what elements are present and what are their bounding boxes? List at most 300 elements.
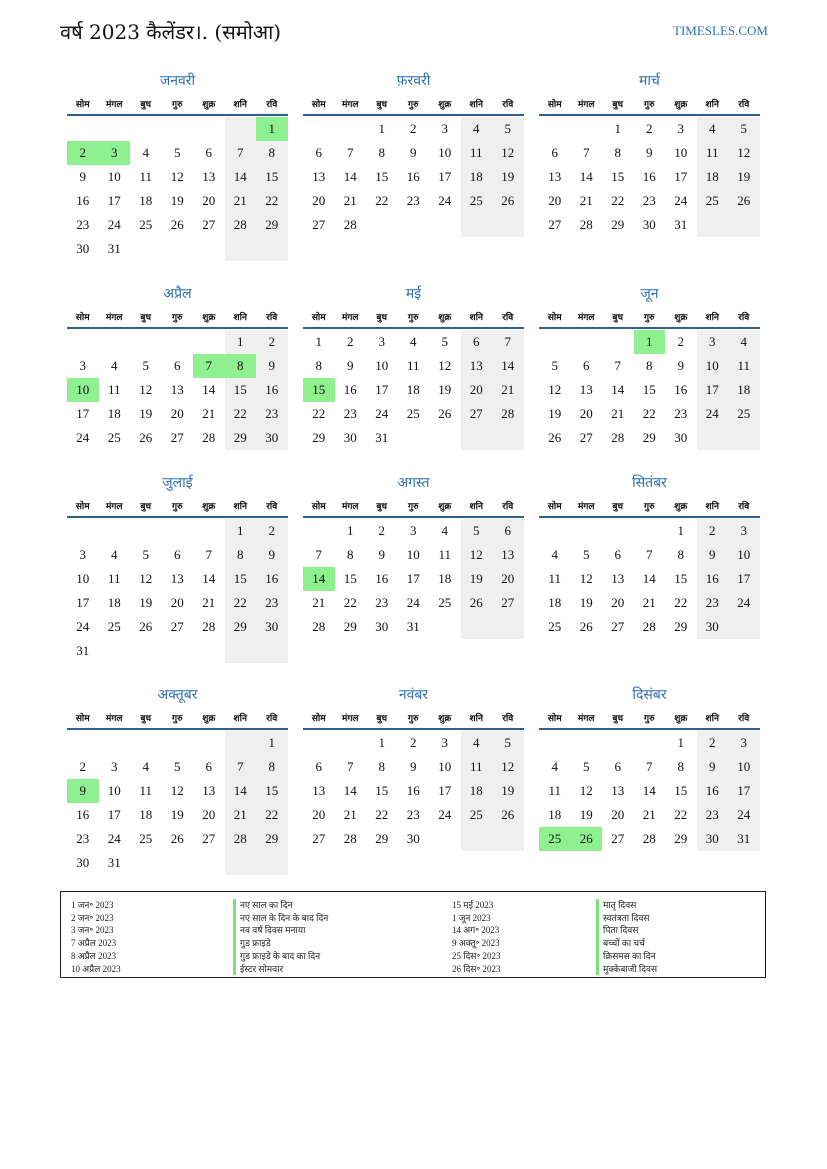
day-cell: 15	[343, 571, 357, 586]
day-cell: 11	[406, 358, 420, 373]
day-cell: 10	[438, 145, 452, 160]
empty-cell	[99, 117, 131, 141]
empty-cell	[571, 731, 603, 755]
day-cell: 9	[677, 358, 684, 373]
day-cell: 17	[76, 406, 90, 421]
day-grid	[67, 519, 288, 663]
weekday-label: बुध	[612, 312, 624, 323]
weekday-label: बुध	[612, 501, 624, 512]
day-cell: 14	[642, 571, 656, 586]
day-cell: 2	[697, 731, 729, 755]
day-cell: 25	[406, 406, 420, 421]
day-cell: 27	[202, 217, 216, 232]
month-name: जनवरी	[159, 73, 196, 89]
month-block	[303, 472, 524, 639]
empty-cell	[697, 213, 729, 237]
day-grid	[539, 731, 760, 851]
weekday-label: शनि	[705, 501, 719, 512]
legend-holiday-name: नए साल का दिन	[233, 899, 328, 912]
day-cell: 8	[677, 759, 684, 774]
day-cell: 17	[438, 169, 452, 184]
weekday-label: गुरु	[644, 713, 655, 724]
day-cell: 26	[492, 803, 524, 827]
weekday-label: शनि	[705, 99, 719, 110]
day-cell: 17	[697, 378, 729, 402]
day-cell: 29	[256, 827, 288, 851]
day-cell: 3	[441, 735, 448, 750]
day-cell: 3	[378, 334, 385, 349]
day-cell: 29	[642, 430, 656, 445]
empty-cell	[162, 237, 194, 261]
day-cell: 4	[728, 330, 760, 354]
day-cell: 23	[697, 591, 729, 615]
day-cell: 5	[441, 334, 448, 349]
day-cell: 31	[728, 827, 760, 851]
day-cell: 19	[461, 567, 493, 591]
month-block	[303, 283, 524, 450]
day-cell: 24	[674, 193, 688, 208]
day-cell: 25	[697, 189, 729, 213]
empty-cell	[461, 213, 493, 237]
empty-cell	[492, 426, 524, 450]
weekday-header	[67, 305, 288, 329]
day-cell: 23	[256, 402, 288, 426]
day-cell: 16	[406, 783, 420, 798]
day-cell: 10	[697, 354, 729, 378]
day-cell: 8	[315, 358, 322, 373]
month-name: मार्च	[639, 73, 660, 89]
empty-cell	[130, 117, 162, 141]
day-cell: 30	[697, 615, 729, 639]
day-cell: 18	[107, 406, 121, 421]
day-cell: 27	[461, 402, 493, 426]
weekday-label: शुक्र	[674, 501, 688, 512]
empty-cell	[99, 519, 131, 543]
day-cell: 10	[375, 358, 389, 373]
day-cell: 7	[225, 755, 257, 779]
day-cell: 21	[312, 595, 326, 610]
day-cell: 27	[579, 430, 593, 445]
legend-date: 10 अप्रैल 2023	[71, 963, 121, 974]
weekday-label: मंगल	[341, 99, 359, 110]
day-cell: 17	[107, 807, 121, 822]
month-name: सितंबर	[632, 475, 667, 491]
empty-cell	[193, 330, 225, 354]
day-cell: 20	[579, 406, 593, 421]
day-cell: 16	[256, 567, 288, 591]
empty-cell	[539, 731, 571, 755]
empty-cell	[335, 117, 367, 141]
day-cell: 11	[728, 354, 760, 378]
day-cell: 15	[674, 571, 688, 586]
day-cell: 10	[674, 145, 688, 160]
day-cell: 9	[79, 169, 86, 184]
day-cell: 26	[728, 189, 760, 213]
weekday-label: सोम	[75, 312, 90, 323]
day-cell: 2	[378, 523, 385, 538]
day-cell: 11	[438, 547, 452, 562]
day-cell: 30	[76, 241, 90, 256]
holiday-day-cell: 26	[571, 827, 603, 851]
day-cell: 19	[728, 165, 760, 189]
weekday-label: गुरु	[172, 713, 183, 724]
day-cell: 26	[579, 619, 593, 634]
weekday-label: रवि	[738, 312, 750, 323]
day-cell: 2	[347, 334, 354, 349]
day-cell: 15	[674, 783, 688, 798]
day-cell: 24	[107, 831, 121, 846]
day-cell: 29	[256, 213, 288, 237]
day-cell: 25	[107, 619, 121, 634]
holiday-day-cell: 10	[67, 378, 99, 402]
day-cell: 28	[642, 619, 656, 634]
weekday-header	[67, 494, 288, 518]
day-cell: 7	[583, 145, 590, 160]
legend-holiday-name: बच्चों का चर्च	[596, 937, 657, 950]
month-block	[539, 70, 760, 237]
day-cell: 9	[347, 358, 354, 373]
weekday-label: बुध	[140, 312, 152, 323]
day-cell: 18	[406, 382, 420, 397]
day-cell: 28	[225, 827, 257, 851]
day-cell: 18	[107, 595, 121, 610]
day-cell: 2	[256, 519, 288, 543]
empty-cell	[67, 117, 99, 141]
empty-cell	[429, 827, 461, 851]
day-cell: 6	[174, 358, 181, 373]
day-cell: 21	[343, 807, 357, 822]
weekday-label: सोम	[547, 99, 562, 110]
day-cell: 27	[312, 831, 326, 846]
day-cell: 4	[551, 547, 558, 562]
weekday-label: मंगल	[105, 713, 123, 724]
day-cell: 19	[139, 406, 153, 421]
day-cell: 20	[312, 807, 326, 822]
day-cell: 24	[697, 402, 729, 426]
day-cell: 5	[461, 519, 493, 543]
day-cell: 12	[139, 571, 153, 586]
empty-cell	[539, 117, 571, 141]
weekday-header	[539, 305, 760, 329]
empty-cell	[99, 639, 131, 663]
empty-cell	[728, 213, 760, 237]
legend-names-col-2	[596, 899, 657, 975]
day-grid	[67, 731, 288, 875]
day-cell: 3	[79, 547, 86, 562]
day-cell: 15	[256, 779, 288, 803]
day-cell: 17	[107, 193, 121, 208]
day-cell: 5	[583, 759, 590, 774]
day-cell: 23	[697, 803, 729, 827]
empty-cell	[303, 731, 335, 755]
day-cell: 22	[256, 803, 288, 827]
day-cell: 24	[76, 619, 90, 634]
day-cell: 27	[548, 217, 562, 232]
day-cell: 4	[441, 523, 448, 538]
day-cell: 12	[548, 382, 562, 397]
day-cell: 21	[492, 378, 524, 402]
legend-date: 14 अग॰ 2023	[452, 925, 500, 936]
day-cell: 19	[170, 193, 184, 208]
empty-cell	[162, 330, 194, 354]
day-cell: 12	[438, 358, 452, 373]
day-cell: 22	[225, 402, 257, 426]
day-cell: 11	[107, 571, 121, 586]
weekday-label: मंगल	[341, 501, 359, 512]
day-cell: 27	[170, 430, 184, 445]
day-cell: 14	[225, 779, 257, 803]
empty-cell	[67, 330, 99, 354]
day-cell: 18	[438, 571, 452, 586]
empty-cell	[99, 731, 131, 755]
weekday-label: गुरु	[172, 99, 183, 110]
day-cell: 28	[202, 430, 216, 445]
empty-cell	[602, 731, 634, 755]
day-cell: 6	[583, 358, 590, 373]
day-cell: 5	[492, 731, 524, 755]
day-cell: 7	[205, 547, 212, 562]
day-cell: 19	[579, 595, 593, 610]
day-cell: 23	[256, 591, 288, 615]
day-cell: 4	[461, 731, 493, 755]
weekday-label: शनि	[469, 99, 483, 110]
day-cell: 13	[202, 169, 216, 184]
month-block	[303, 684, 524, 851]
empty-cell	[256, 851, 288, 875]
empty-cell	[225, 117, 257, 141]
day-cell: 24	[107, 217, 121, 232]
day-cell: 28	[579, 217, 593, 232]
day-cell: 20	[170, 595, 184, 610]
day-cell: 25	[438, 595, 452, 610]
legend-dates-col-2	[452, 899, 501, 975]
day-cell: 10	[406, 547, 420, 562]
legend-date: 9 अक्तू॰ 2023	[452, 938, 500, 949]
legend-date: 2 जन॰ 2023	[71, 912, 114, 923]
weekday-label: गुरु	[644, 312, 655, 323]
day-cell: 27	[202, 831, 216, 846]
weekday-label: मंगल	[341, 312, 359, 323]
day-cell: 23	[642, 193, 656, 208]
day-cell: 15	[375, 783, 389, 798]
empty-cell	[162, 519, 194, 543]
day-cell: 11	[548, 571, 562, 586]
holiday-day-cell: 1	[634, 330, 666, 354]
day-cell: 16	[375, 571, 389, 586]
weekday-label: सोम	[75, 713, 90, 724]
empty-cell	[461, 426, 493, 450]
day-cell: 8	[256, 755, 288, 779]
day-cell: 6	[614, 547, 621, 562]
weekday-label: सोम	[547, 501, 562, 512]
day-cell: 3	[79, 358, 86, 373]
day-cell: 30	[256, 426, 288, 450]
empty-cell	[130, 639, 162, 663]
day-cell: 15	[225, 567, 257, 591]
empty-cell	[335, 731, 367, 755]
day-cell: 25	[139, 217, 153, 232]
day-cell: 9	[697, 755, 729, 779]
day-cell: 29	[674, 831, 688, 846]
month-block	[67, 472, 288, 663]
day-cell: 30	[375, 619, 389, 634]
day-cell: 22	[375, 807, 389, 822]
day-cell: 22	[256, 189, 288, 213]
day-cell: 19	[548, 406, 562, 421]
weekday-label: रवि	[266, 99, 278, 110]
day-cell: 13	[492, 543, 524, 567]
weekday-label: बुध	[612, 99, 624, 110]
weekday-label: बुध	[376, 312, 388, 323]
day-cell: 1	[378, 735, 385, 750]
empty-cell	[99, 330, 131, 354]
empty-cell	[193, 117, 225, 141]
weekday-label: मंगल	[577, 713, 595, 724]
weekday-label: बुध	[140, 713, 152, 724]
day-cell: 6	[205, 145, 212, 160]
day-cell: 24	[406, 595, 420, 610]
day-cell: 11	[697, 141, 729, 165]
empty-cell	[461, 615, 493, 639]
day-cell: 12	[579, 783, 593, 798]
legend-date: 26 दिस॰ 2023	[452, 963, 501, 974]
day-cell: 9	[410, 145, 417, 160]
weekday-label: बुध	[376, 713, 388, 724]
day-cell: 8	[256, 141, 288, 165]
empty-cell	[193, 639, 225, 663]
legend-date: 25 दिस॰ 2023	[452, 950, 501, 961]
day-cell: 24	[76, 430, 90, 445]
weekday-label: सोम	[75, 501, 90, 512]
day-cell: 23	[406, 807, 420, 822]
day-cell: 2	[646, 121, 653, 136]
day-cell: 11	[139, 783, 153, 798]
day-cell: 3	[111, 759, 118, 774]
day-cell: 30	[256, 615, 288, 639]
day-cell: 18	[461, 779, 493, 803]
weekday-header	[303, 706, 524, 730]
day-cell: 1	[225, 519, 257, 543]
day-cell: 12	[139, 382, 153, 397]
day-cell: 1	[347, 523, 354, 538]
day-cell: 27	[611, 831, 625, 846]
day-cell: 6	[614, 759, 621, 774]
day-cell: 21	[343, 193, 357, 208]
month-block	[539, 684, 760, 851]
empty-cell	[366, 213, 398, 237]
day-cell: 15	[256, 165, 288, 189]
weekday-label: रवि	[738, 99, 750, 110]
day-cell: 14	[225, 165, 257, 189]
legend-holiday-name: स्वतंत्रता दिवस	[596, 912, 657, 925]
weekday-label: शुक्र	[674, 713, 688, 724]
day-cell: 1	[378, 121, 385, 136]
day-cell: 18	[728, 378, 760, 402]
holiday-day-cell: 9	[67, 779, 99, 803]
day-cell: 26	[548, 430, 562, 445]
legend-holiday-name: क्रिसमस का दिन	[596, 950, 657, 963]
day-cell: 8	[347, 547, 354, 562]
day-cell: 14	[579, 169, 593, 184]
day-cell: 18	[461, 165, 493, 189]
day-cell: 16	[697, 779, 729, 803]
day-cell: 21	[202, 595, 216, 610]
day-grid	[303, 731, 524, 851]
weekday-label: गुरु	[408, 312, 419, 323]
weekday-label: रवि	[502, 312, 514, 323]
day-cell: 22	[642, 406, 656, 421]
day-cell: 7	[646, 547, 653, 562]
day-cell: 30	[642, 217, 656, 232]
day-cell: 28	[611, 430, 625, 445]
empty-cell	[634, 731, 666, 755]
day-cell: 30	[76, 855, 90, 870]
site-link[interactable]: TIMESLES.COM	[673, 23, 768, 38]
day-cell: 17	[674, 169, 688, 184]
day-grid	[67, 117, 288, 261]
day-cell: 11	[139, 169, 153, 184]
weekday-label: शुक्र	[202, 713, 216, 724]
day-cell: 12	[461, 543, 493, 567]
day-cell: 7	[646, 759, 653, 774]
day-cell: 23	[375, 595, 389, 610]
empty-cell	[162, 731, 194, 755]
day-cell: 5	[551, 358, 558, 373]
day-cell: 2	[410, 735, 417, 750]
day-cell: 9	[646, 145, 653, 160]
day-cell: 15	[611, 169, 625, 184]
weekday-header	[539, 706, 760, 730]
weekday-label: गुरु	[408, 501, 419, 512]
day-cell: 5	[174, 145, 181, 160]
legend-date: 1 जून 2023	[452, 912, 491, 923]
day-cell: 21	[225, 189, 257, 213]
weekday-label: शुक्र	[202, 312, 216, 323]
empty-cell	[193, 851, 225, 875]
day-cell: 12	[579, 571, 593, 586]
day-cell: 20	[611, 807, 625, 822]
day-cell: 16	[76, 193, 90, 208]
day-cell: 5	[583, 547, 590, 562]
month-name: मई	[405, 286, 422, 302]
weekday-label: सोम	[311, 99, 326, 110]
weekday-label: शुक्र	[438, 501, 452, 512]
page-title: वर्ष 2023 कैलेंडर।. (समोआ)	[60, 20, 282, 44]
day-cell: 17	[375, 382, 389, 397]
empty-cell	[303, 117, 335, 141]
day-cell: 11	[107, 382, 121, 397]
day-cell: 13	[170, 382, 184, 397]
month-name: दिसंबर	[632, 687, 667, 703]
weekday-label: मंगल	[105, 312, 123, 323]
day-cell: 21	[579, 193, 593, 208]
empty-cell	[303, 519, 335, 543]
day-cell: 20	[202, 807, 216, 822]
day-cell: 1	[677, 523, 684, 538]
empty-cell	[571, 117, 603, 141]
day-cell: 4	[461, 117, 493, 141]
holiday-day-cell: 14	[303, 567, 335, 591]
legend-holiday-name: नव वर्ष दिवस मनाया	[233, 924, 328, 937]
weekday-label: शनि	[705, 312, 719, 323]
legend-holiday-name: मुक्केबाजी दिवस	[596, 963, 657, 976]
day-cell: 12	[170, 169, 184, 184]
day-cell: 6	[315, 759, 322, 774]
weekday-label: रवि	[266, 713, 278, 724]
day-cell: 14	[611, 382, 625, 397]
day-cell: 4	[111, 358, 118, 373]
day-cell: 21	[202, 406, 216, 421]
